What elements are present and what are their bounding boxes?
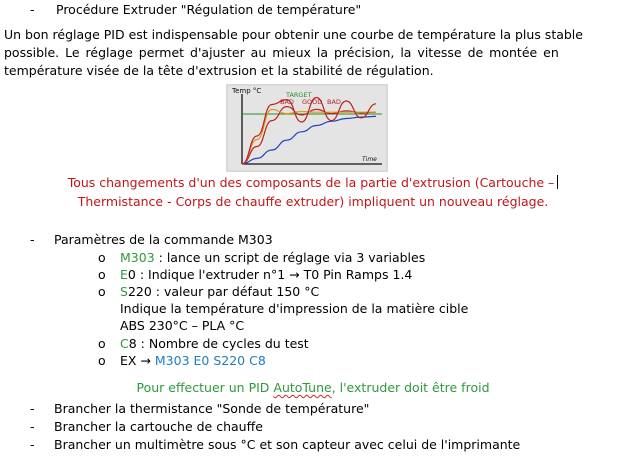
autotune-note — [0, 380, 626, 396]
param-text: 0 : Indique l'extruder n°1 → T0 Pin Ramps 1.4 — [127, 267, 413, 282]
step-3: Brancher un multimètre sous °C et son capteur avec celui de l'imprimante — [54, 437, 521, 452]
intro-line-2: possible. Le réglage permet d'ajuster au mieux la précision, la vitesse de montée en — [4, 45, 559, 60]
bullet-2: o — [98, 267, 106, 282]
bullet-1: o — [98, 250, 106, 265]
param-text: : lance un script de réglage via 3 variables — [154, 250, 426, 265]
header-dash: - — [30, 2, 35, 17]
autotune-before: Pour effectuer un PID — [136, 380, 274, 395]
param-code: C — [120, 336, 129, 351]
warning-line-1 — [0, 175, 626, 191]
param-example — [120, 353, 266, 369]
param-s — [120, 284, 319, 300]
param-code: M303 — [120, 250, 155, 265]
warning-line-2: Thermistance - Corps de chauffe extruder) impliquent un nouveau réglage. — [77, 194, 549, 209]
text-cursor — [557, 175, 558, 189]
annotation-good: GOOD — [302, 98, 323, 106]
step-dash-3: - — [30, 437, 35, 452]
param-code: E — [120, 267, 128, 282]
bullet-4: o — [98, 336, 106, 351]
param-s-desc: Indique la température d'impression de la matière cible — [120, 301, 469, 316]
y-axis-label: Temp °C — [232, 87, 262, 95]
param-m303 — [120, 250, 425, 266]
bullet-5: o — [98, 353, 106, 368]
param-code: S — [120, 284, 128, 299]
example-prefix: EX → — [120, 353, 155, 368]
step-dash-2: - — [30, 419, 35, 434]
annotation-bad-1: BAD — [280, 98, 294, 106]
step-1: Brancher la thermistance "Sonde de température" — [54, 401, 370, 416]
pid-temperature-chart — [226, 84, 388, 172]
autotune-word: AutoTune — [273, 380, 332, 395]
step-2: Brancher la cartouche de chauffe — [54, 419, 263, 434]
intro-line-3: température visée de la tête d'extrusion et la stabilité de régulation. — [4, 63, 434, 78]
annotation-target: TARGET — [286, 91, 312, 99]
param-text: 220 : valeur par défaut 150 °C — [127, 284, 320, 299]
param-e — [120, 267, 412, 283]
intro-line-1: Un bon réglage PID est indispensable pour obtenir une courbe de température la plus stable — [4, 27, 583, 42]
bullet-3: o — [98, 284, 106, 299]
param-s-example: ABS 230°C – PLA °C — [120, 318, 245, 333]
params-title: Paramètres de la commande M303 — [54, 232, 273, 247]
warning-line-1-text: Tous changements d'un des composants de la partie d'extrusion (Cartouche – — [67, 175, 555, 190]
x-axis-label: Time — [362, 156, 377, 163]
param-text: 8 : Nombre de cycles du test — [128, 336, 309, 351]
page-title: Procédure Extruder "Régulation de température" — [56, 2, 362, 17]
autotune-after: , l'extruder doit être froid — [331, 380, 490, 395]
step-dash-1: - — [30, 401, 35, 416]
param-c — [120, 336, 309, 352]
example-command: M303 E0 S220 C8 — [154, 353, 266, 368]
annotation-bad-2: BAD — [327, 98, 341, 106]
params-dash: - — [30, 232, 35, 247]
